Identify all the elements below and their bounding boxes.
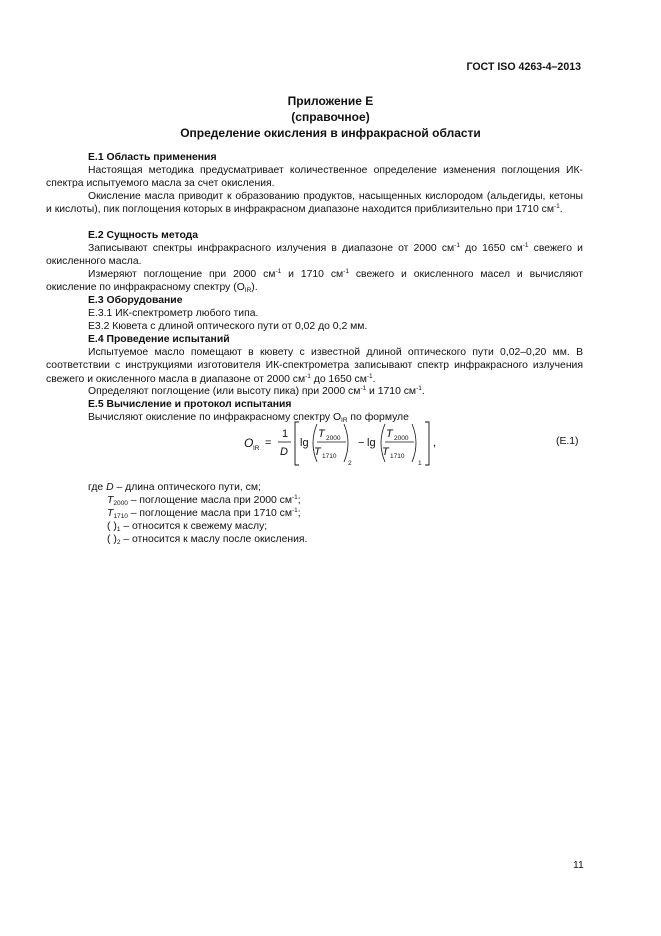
section-e2-paragraph-1: Записывают спектры инфракрасного излучения в диапазоне от 2000 $см^{-1}$ до 1650 $см^{-1}$ свежего и окисленного масла.: [46, 242, 583, 268]
where-line-fresh: ( )$_1$ – относится к свежему маслу;: [107, 521, 268, 533]
section-e2-heading: Е.2 Сущность метода: [88, 230, 199, 241]
section-e3-item-1: Е.3.1 ИК-спектрометр любого типа.: [88, 308, 259, 319]
appendix-title: Приложение Е: [287, 94, 374, 108]
formula-outer-sub-2: 2: [348, 460, 352, 467]
formula-t-numerator-2: T: [386, 428, 393, 440]
formula-numerator-one: 1: [282, 428, 289, 440]
section-e4-paragraph-2: Определяют поглощение (или высоту пика) при 2000 $см^{-1}$ и 1710 $см^{-1}$.: [88, 385, 425, 397]
formula-equals: =: [265, 437, 272, 449]
formula-left-bracket: [295, 422, 299, 465]
section-e4-heading: Е.4 Проведение испытаний: [88, 334, 230, 345]
formula-right-bracket: [425, 422, 429, 465]
section-e1-paragraph-1: Настоящая методика предусматривает количественное определение изменения поглощения ИК-спектра испытуемого масла за счет окисления.: [46, 165, 583, 190]
formula-o-subscript: IR: [253, 445, 260, 452]
where-line-t1710: $T_{1710}$ – поглощение масла при 1710 $см^{-1}$;: [107, 507, 301, 520]
section-e1-heading: Е.1 Область применения: [88, 152, 217, 163]
formula-number: (Е.1): [556, 436, 579, 447]
formula-lg-2: lg: [367, 437, 376, 449]
section-e5-heading: Е.5 Вычисление и протокол испытания: [88, 399, 292, 410]
formula-outer-sub-1: 1: [418, 460, 422, 467]
formula-minus: −: [358, 437, 365, 449]
formula-t-denominator-1: T: [314, 446, 321, 458]
section-e3-heading: Е.3 Оборудование: [88, 295, 183, 306]
section-e4-paragraph-1: Испытуемое масло помещают в кювету с известной длиной оптического пути 0,02–0,20 мм. В соответствии с инструкциями изготовителя ИК-спектрометра записывают спектр инфракрасного излучения свежего и окисленного масла в диапазоне от 2000 $см^{-1}$ до 1650 $см^{-1}$.: [46, 347, 583, 385]
formula-o: O: [244, 436, 254, 450]
section-e1-paragraph-2: Окисление масла приводит к образованию продуктов, насыщенных кислородом (альдегиды, кетоны и кислоты), пик поглощения которых в инфракрасном диапазоне находится приблизительно при 1710 $см^{-1}$.: [46, 191, 583, 216]
formula-comma: ,: [433, 437, 437, 449]
section-e2-paragraph-2: Измеряют поглощение при 2000 $см^{-1}$ и 1710 $см^{-1}$ свежего и окисленного масел и вычисляют окисление по инфракрасному спектру $(O_{IR})$.: [46, 268, 584, 295]
document-code-header: ГОСТ ISO 4263-4–2013: [466, 61, 581, 73]
formula-lg-1: lg: [300, 437, 309, 449]
appendix-subtitle: (справочное): [291, 110, 370, 124]
formula-t-denominator-1-sub: 1710: [322, 453, 337, 460]
formula-t-denominator-2: T: [382, 446, 389, 458]
appendix-heading: Определение окисления в инфракрасной области: [180, 126, 481, 140]
formula-t-denominator-2-sub: 1710: [390, 453, 405, 460]
formula-denominator-d: D: [280, 446, 288, 458]
section-e3-item-2: Е3.2 Кювета с длиной оптического пути от 0,02 до 0,2 мм.: [88, 321, 368, 332]
formula-right-paren-2: [412, 424, 416, 462]
where-line-t2000: $T_{2000}$ – поглощение масла при 2000 $см^{-1}$;: [107, 494, 301, 507]
formula-t-numerator-1: T: [318, 428, 325, 440]
oxidation-formula: [240, 416, 445, 472]
where-line-oxidized: ( )$_2$ – относится к маслу после окисления.: [107, 534, 308, 546]
formula-t-numerator-2-sub: 2000: [394, 435, 409, 442]
where-line-d: где D – длина оптического пути, см;: [88, 482, 261, 493]
formula-right-paren-1: [344, 424, 348, 462]
page-number: 11: [573, 860, 584, 871]
formula-t-numerator-1-sub: 2000: [326, 435, 341, 442]
section-e5-paragraph-1: Вычисляют окисление по инфракрасному спектру $O_{IR}$ по формуле: [88, 412, 409, 424]
